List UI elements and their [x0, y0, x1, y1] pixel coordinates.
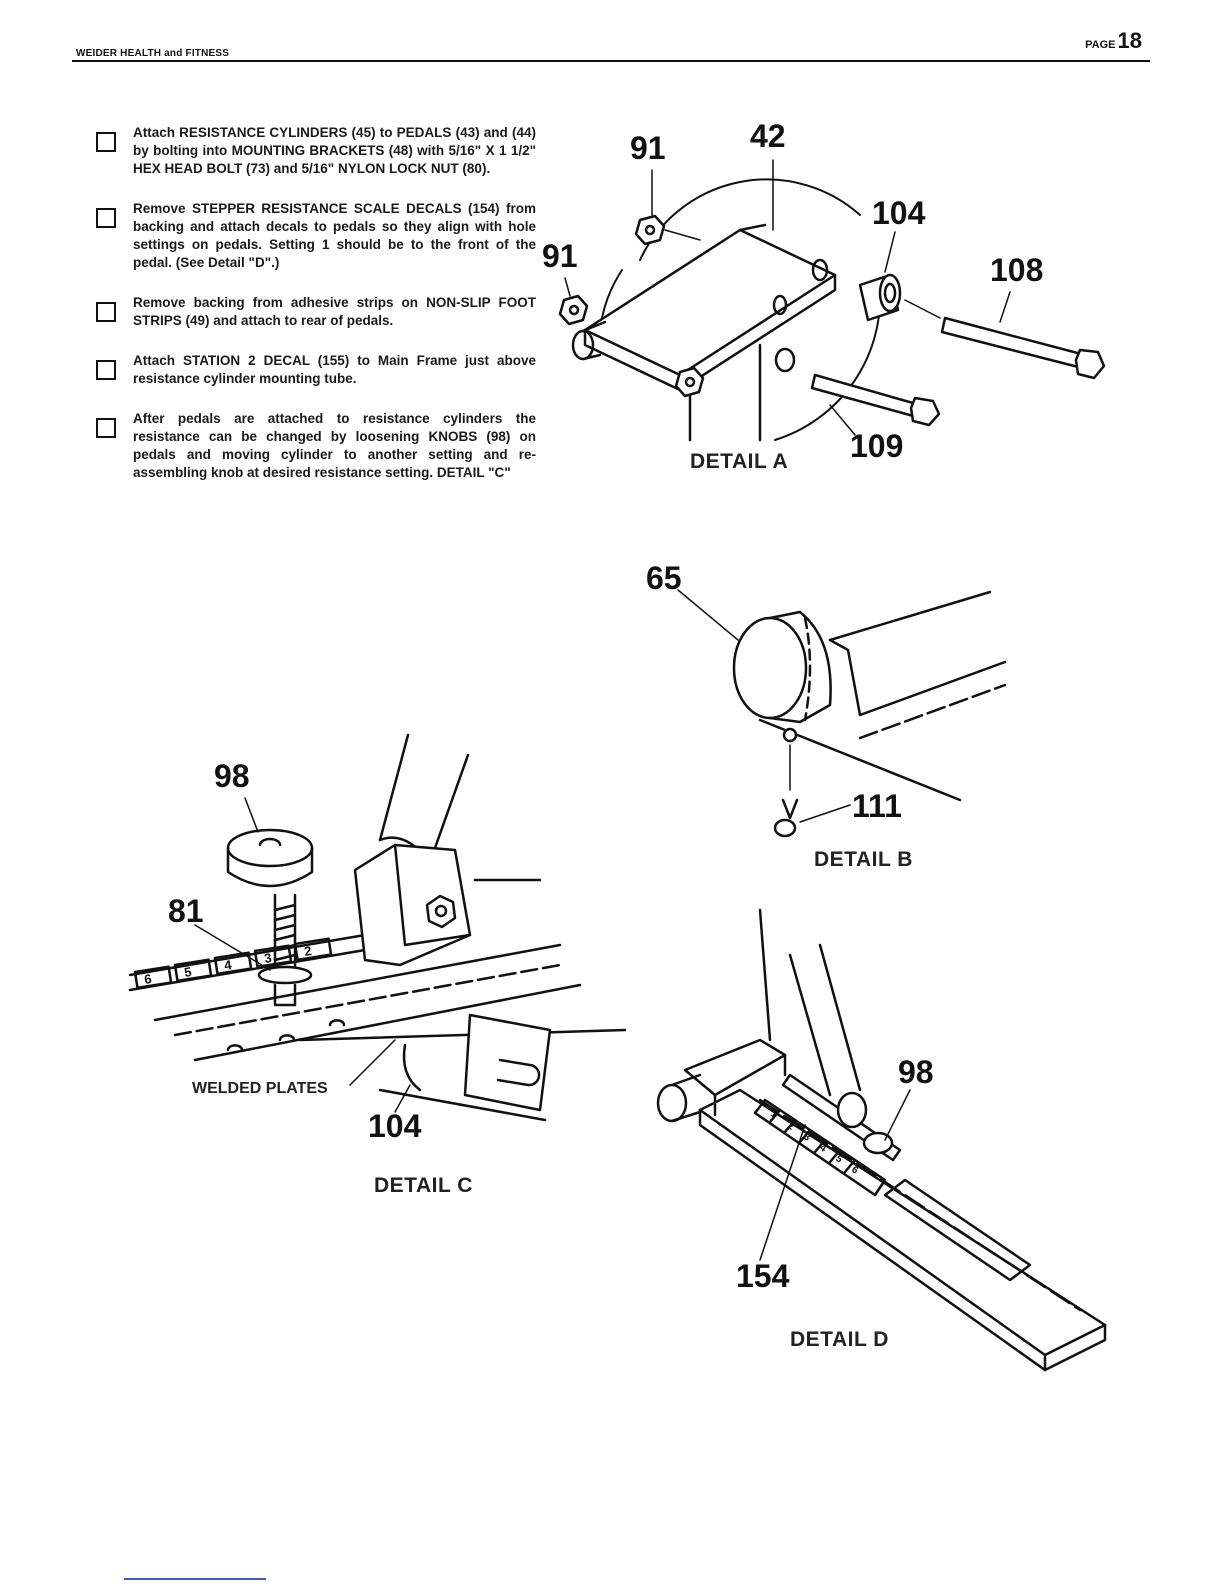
- part-number-98: 98: [898, 1054, 934, 1090]
- part-number-154: 154: [736, 1258, 790, 1294]
- scale-number: 5: [833, 1153, 845, 1166]
- detail-c-caption: DETAIL C: [374, 1174, 473, 1197]
- part-number-111: 111: [852, 788, 902, 824]
- part-number-108: 108: [990, 252, 1044, 288]
- brand-header: WEIDER HEALTH and FITNESS: [76, 48, 230, 59]
- detail-b-drawing: [678, 590, 1005, 836]
- scale-number: 5: [183, 964, 193, 980]
- scale-number: 6: [849, 1164, 861, 1177]
- welded-plates-label: WELDED PLATES: [192, 1080, 328, 1097]
- scale-number: 4: [223, 957, 233, 973]
- detail-c-drawing: [130, 735, 625, 1120]
- detail-d-caption: DETAIL D: [790, 1328, 889, 1351]
- step-text: After pedals are attached to resistance cylinders the resistance can be changed by loosening KNOBS (98) on pedals and moving cylinder to another setting and re-assembling knob at desired resistance setting. DETAIL "C": [133, 411, 536, 480]
- step-text: Remove STEPPER RESISTANCE SCALE DECALS (154) from backing and attach decals to pedals so they align with hole settings on pedals. Setting 1 should be to the front of the pedal. (See Detail "D".): [133, 201, 536, 270]
- scale-number: 4: [817, 1142, 829, 1155]
- scale-number: 1: [768, 1108, 780, 1121]
- step-text: Attach RESISTANCE CYLINDERS (45) to PEDALS (43) and (44) by bolting into MOUNTING BRACKETS (48) with 5/16" X 1 1/2" HEX HEAD BOLT (73) and 5/16" NYLON LOCK NUT (80).: [133, 125, 536, 176]
- page-label: PAGE: [1085, 39, 1116, 51]
- part-number-65: 65: [646, 560, 682, 596]
- scale-number: 2: [785, 1120, 797, 1133]
- part-number-98: 98: [214, 758, 250, 794]
- footer-line: [124, 1578, 266, 1580]
- scale-number: 3: [801, 1131, 813, 1144]
- part-number-104: 104: [368, 1108, 422, 1144]
- detail-d-drawing: [658, 910, 1105, 1370]
- detail-a-drawing: [560, 160, 1104, 440]
- part-number-81: 81: [168, 893, 204, 929]
- scale-number: 2: [303, 943, 313, 959]
- page-number: 18: [1117, 28, 1142, 53]
- step-text: Remove backing from adhesive strips on NON-SLIP FOOT STRIPS (49) and attach to rear of pedals.: [133, 295, 536, 328]
- part-number-109: 109: [850, 428, 904, 464]
- step-text: Attach STATION 2 DECAL (155) to Main Frame just above resistance cylinder mounting tube.: [133, 353, 536, 386]
- scale-number: 6: [143, 971, 153, 987]
- part-number-42: 42: [750, 118, 786, 154]
- part-number-91: 91: [542, 238, 578, 274]
- part-number-91: 91: [630, 130, 666, 166]
- detail-b-caption: DETAIL B: [814, 848, 913, 871]
- detail-a-caption: DETAIL A: [690, 450, 789, 473]
- part-number-104: 104: [872, 195, 926, 231]
- scale-number: 3: [263, 950, 273, 966]
